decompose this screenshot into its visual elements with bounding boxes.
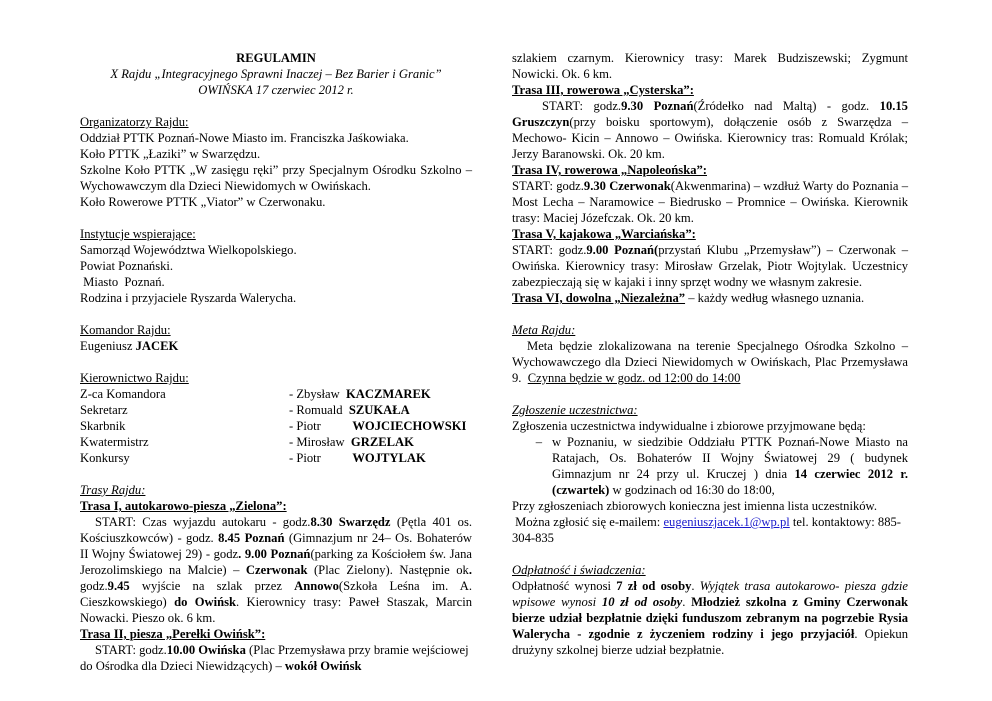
management-last-name: WOJCIECHOWSKI (352, 419, 467, 433)
management-first-name: - Zbysław (289, 387, 347, 401)
management-row (80, 418, 472, 434)
document-subtitle: X Rajdu „Integracyjnego Sprawni Inaczej – Bez Barier i Granic” (110, 67, 442, 81)
finish-text: Meta będzie zlokalizowana na terenie Specjalnego Ośrodka Szkolno – Wychowawczego dla Dzieci Niewidomych w Owińskach, Plac Przemysława 9. Czynna będzie w godz. od 12:00 do 14:00 (512, 339, 912, 385)
route-4-text: START: godz.9.30 Czerwonak(Akwenmarina) – wzdłuż Warty do Poznania – Most Lecha – Naramowice – Biedrusko – Promnice – Owińska. Kierownik trasy: Maciej Józefczak. Ok. 20 km. (512, 179, 908, 225)
right-column (512, 50, 912, 658)
commander-last-name: JACEK (135, 339, 179, 353)
management-role: Sekretarz (80, 403, 128, 417)
list-dash: – (535, 435, 542, 449)
registration-list-item (512, 434, 908, 498)
management-last-name: KACZMAREK (346, 387, 431, 401)
management-heading: Kierownictwo Rajdu: (80, 371, 189, 385)
management-first-name: - Mirosław (289, 435, 351, 449)
left-column (80, 50, 472, 674)
management-row (80, 402, 472, 418)
route-6-text: – każdy według własnego uznania. (685, 291, 865, 305)
management-first-name: - Piotr (289, 451, 353, 465)
institution-line: Samorząd Województwa Wielkopolskiego. (80, 243, 297, 257)
commander-first-name: Eugeniusz (80, 339, 136, 353)
fees-heading: Odpłatność i świadczenia: (512, 563, 646, 577)
route-6 (512, 290, 908, 306)
management-row (80, 386, 472, 402)
finish-heading: Meta Rajdu: (512, 323, 576, 337)
route-3-title: Trasa III, rowerowa „Cysterska”: (512, 83, 694, 97)
registration-group-note: Przy zgłoszeniach zbiorowych konieczna jest imienna lista uczestników. (512, 499, 877, 513)
route-1-title: Trasa I, autokarowo-piesza „Zielona”: (80, 499, 287, 513)
fees-text: Odpłatność wynosi 7 zł od osoby. Wyjątek trasa autokarowo- piesza gdzie wpisowe wynosi 10 zł od osoby. Młodzież szkolna z Gminy Czerwonak bierze udział bezpłatnie dzięki funduszom zebranym na pogrzebie Rysia Walerycha - zgodnie z życzeniem rodziny i jego przyjaciół. Opiekun drużyny szkolnej bierze udział bezpłatnie. (512, 579, 908, 657)
management-role: Kwatermistrz (80, 435, 149, 449)
route-2-title: Trasa II, piesza „Perełki Owińsk”: (80, 627, 266, 641)
registration-intro: Zgłoszenia uczestnictwa indywidualne i zbiorowe przyjmowane będą: (512, 419, 866, 433)
management-first-name: - Piotr (289, 419, 353, 433)
finish-hours: Czynna będzie w godz. od 12:00 do 14:00 (527, 371, 741, 385)
route-6-title: Trasa VI, dowolna „Niezależna” (512, 291, 686, 305)
route-3-text: START: godz.9.30 Poznań(Źródełko nad Maltą) - godz. 10.15 Gruszczyn(przy boisku sportowym), dołączenie osób z Swarzędza – Mechowo- Kicin – Annowo – Owińska. Kierownicy tras: Romuald Królak; Jerzy Baranowski. Ok. 20 km. (512, 99, 908, 161)
route-1-text: START: Czas wyjazdu autokaru - godz.8.30 Swarzędz (Pętla 401 os. Kościuszkowców) - godz. 8.45 Poznań (Gimnazjum nr 24– Os. Bohaterów II Wojny Światowej 29) - godz. 9.00 Poznań(parking za Kościołem św. Jana Jerozolimskiego na Malcie) – Czerwonak (Plac Zielony). Następnie ok. godz.9.45 wyjście na szlak przez Annowo(Szkoła Leśna im. A. Cieszkowskiego) do Owińsk. Kierownicy trasy: Paweł Staszak, Marcin Nowacki. Pieszo ok. 6 km. (80, 515, 473, 625)
route-2-text-continued: szlakiem czarnym. Kierownicy trasy: Marek Budziszewski; Zygmunt Nowicki. Ok. 6 km. (512, 51, 908, 81)
registration-contact: Można zgłosić się e-mailem: eugeniuszjacek.1@wp.pl tel. kontaktowy: 885-304-835 (512, 515, 901, 545)
management-role: Skarbnik (80, 419, 126, 433)
institutions-heading: Instytucje wspierające: (80, 227, 196, 241)
management-last-name: WOJTYLAK (352, 451, 426, 465)
routes-heading: Trasy Rajdu: (80, 483, 146, 497)
route-5-title: Trasa V, kajakowa „Warciańska”: (512, 227, 696, 241)
email-link[interactable]: eugeniuszjacek.1@wp.pl (663, 515, 790, 529)
organizer-line: Oddział PTTK Poznań-Nowe Miasto im. Franciszka Jaśkowiaka. (80, 131, 409, 145)
management-role: Konkursy (80, 451, 130, 465)
organizer-line: Szkolne Koło PTTK „W zasięgu ręki” przy Specjalnym Ośrodku Szkolno –Wychowawczym dla Dzieci Niewidomych w Owińskach. (80, 163, 472, 193)
document-title: REGULAMIN (236, 51, 316, 65)
registration-location: w Poznaniu, w siedzibie Oddziału PTTK Poznań-Nowe Miasto na Ratajach, Os. Bohaterów II Wojny Światowej 29 ( budynek Gimnazjum nr 24 przy ul. Kruczej ) dnia 14 czerwiec 2012 r. (czwartek) w godzinach od 16:30 do 18:00, (552, 435, 908, 497)
route-4-title: Trasa IV, rowerowa „Napoleońska”: (512, 163, 707, 177)
commander-heading: Komandor Rajdu: (80, 323, 171, 337)
institution-line: Rodzina i przyjaciele Ryszarda Walerycha. (80, 291, 297, 305)
registration-heading: Zgłoszenie uczestnictwa: (512, 403, 638, 417)
organizers-heading: Organizatorzy Rajdu: (80, 115, 189, 129)
route-5-text: START: godz.9.00 Poznań(przystań Klubu „Przemysław”) – Czerwonak – Owińska. Kierownicy trasy: Mirosław Grzelak, Piotr Wojtylak. Uczestnicy zabezpieczają się w kajaki i inny sprzęt wodny we własnym zakresie. (512, 243, 909, 289)
route-2-text: START: godz.10.00 Owińska (Plac Przemysława przy bramie wejściowej do Ośrodka dla Dzieci Niewidzących) – wokół Owińsk (80, 643, 469, 673)
management-role: Z-ca Komandora (80, 387, 166, 401)
organizer-line: Koło PTTK „Łaziki” w Swarzędzu. (80, 147, 261, 161)
management-row (80, 434, 472, 450)
management-last-name: SZUKAŁA (348, 403, 410, 417)
management-last-name: GRZELAK (350, 435, 414, 449)
management-row (80, 450, 472, 466)
organizer-line: Koło Rowerowe PTTK „Viator” w Czerwonaku. (80, 195, 326, 209)
document-date: OWIŃSKA 17 czerwiec 2012 r. (198, 83, 354, 97)
management-first-name: - Romuald (289, 403, 349, 417)
institution-line: Miasto Poznań. (80, 275, 165, 289)
commander-name (80, 338, 472, 354)
institution-line: Powiat Poznański. (80, 259, 174, 273)
